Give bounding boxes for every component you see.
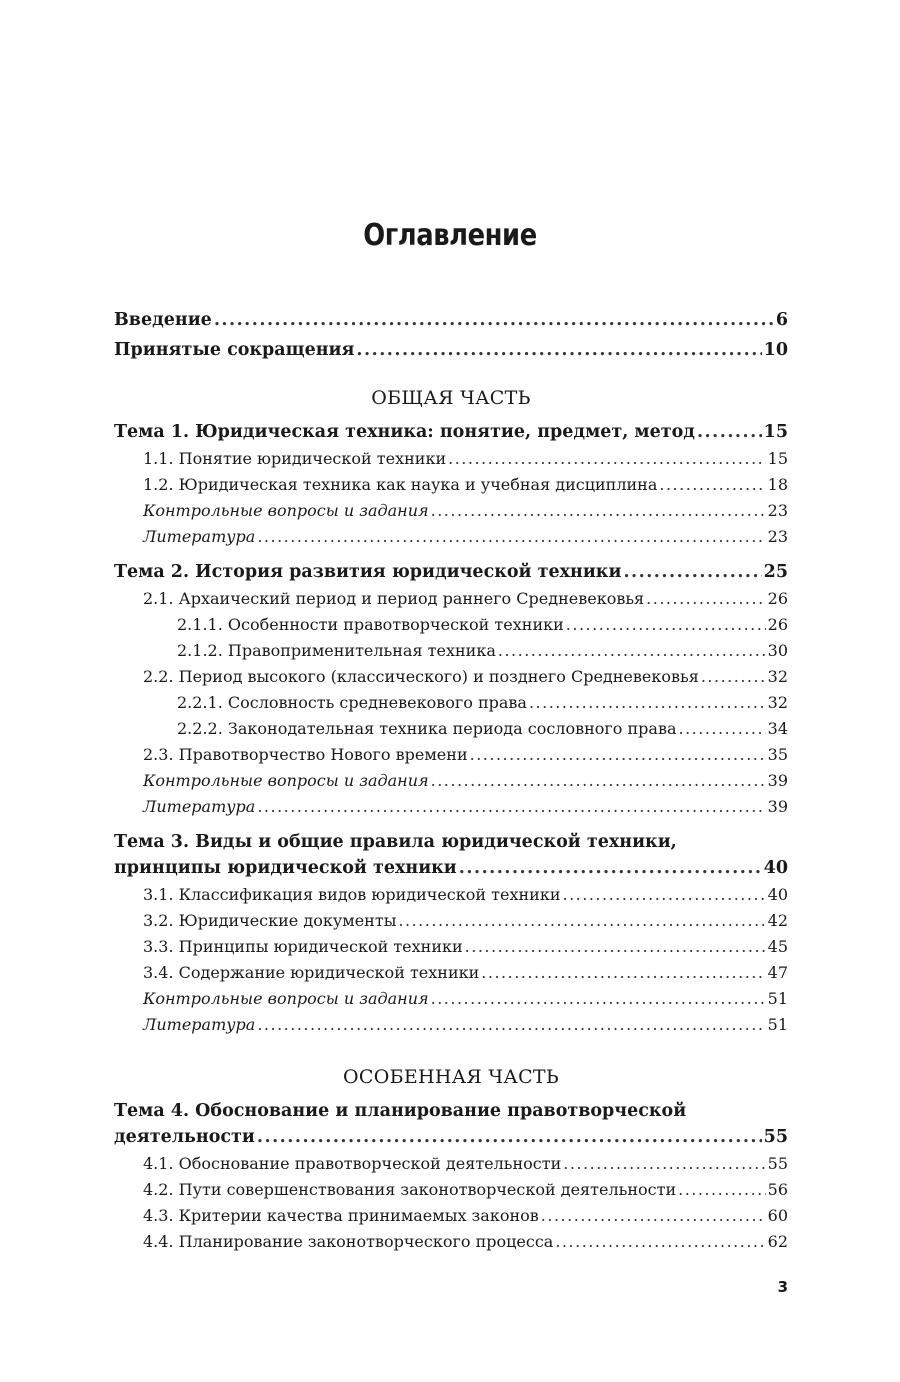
toc-subentry-page: 39 — [767, 771, 788, 790]
toc-subentry-literature[interactable] — [114, 1012, 788, 1038]
toc-subentry-page: 56 — [767, 1180, 788, 1199]
toc-subentry[interactable] — [114, 586, 788, 612]
toc-subentry[interactable] — [114, 472, 788, 498]
dot-leader — [481, 960, 765, 986]
toc-subentry-label: 3.3. Принципы юридической техники — [143, 937, 463, 956]
toc-subentry-label: Контрольные вопросы и задания — [143, 989, 429, 1008]
toc-subentry-questions[interactable] — [114, 986, 788, 1012]
toc-subentry-label: 1.1. Понятие юридической техники — [143, 449, 447, 468]
toc-topic-title: Тема 1. Юридическая техника: понятие, предмет, метод — [114, 422, 695, 442]
toc-subentry-label: 4.3. Критерии качества принимаемых законов — [143, 1206, 539, 1225]
toc-subentry-page: 26 — [767, 589, 788, 608]
dot-leader — [498, 638, 766, 664]
toc-subentry-page: 51 — [767, 989, 788, 1008]
toc-subentry-page: 15 — [767, 449, 788, 468]
dot-leader — [465, 934, 766, 960]
dot-leader — [562, 882, 765, 908]
toc-subsubentry[interactable] — [114, 612, 788, 638]
toc-topic-title: Тема 2. История развития юридической техники — [114, 562, 622, 582]
toc-subentry-page: 45 — [767, 937, 788, 956]
toc-subentry[interactable] — [114, 934, 788, 960]
toc-topic-page: 55 — [763, 1127, 788, 1147]
toc-subentry-page: 18 — [767, 475, 788, 494]
toc-topic-page: 15 — [763, 422, 788, 442]
toc-subentry-page: 51 — [767, 1015, 788, 1034]
dot-leader — [529, 690, 766, 716]
page-title: Оглавление — [363, 218, 537, 253]
dot-leader — [555, 1229, 765, 1255]
dot-leader — [678, 716, 765, 742]
toc-subentry-page: 62 — [767, 1232, 788, 1251]
dot-leader — [257, 1012, 765, 1038]
dot-leader — [623, 559, 761, 586]
dot-leader — [659, 472, 765, 498]
toc-subentry-label: Контрольные вопросы и задания — [143, 501, 429, 520]
toc-subentry-page: 39 — [767, 797, 788, 816]
toc-subentry[interactable] — [114, 664, 788, 690]
toc-subentry-page: 40 — [767, 885, 788, 904]
toc-topic-title: принципы юридической техники — [114, 858, 457, 878]
dot-leader — [541, 1203, 766, 1229]
toc-subentry-page: 32 — [767, 693, 788, 712]
dot-leader — [431, 498, 766, 524]
toc-entry-page: 6 — [775, 310, 788, 330]
toc-subentry-label: 4.1. Обоснование правотворческой деятельности — [143, 1154, 562, 1173]
toc-topic-3-title-line1[interactable]: Тема 3. Виды и общие правила юридической техники, — [114, 832, 677, 852]
toc-subentry-page: 23 — [767, 527, 788, 546]
dot-leader — [563, 1151, 765, 1177]
toc-subentry-label: 2.2.1. Сословность средневекового права — [177, 693, 527, 712]
dot-leader — [214, 305, 774, 335]
dot-leader — [646, 586, 766, 612]
toc-subentry-label: 3.1. Классификация видов юридической техники — [143, 885, 561, 904]
toc-subentry-page: 47 — [767, 963, 788, 982]
toc-subentry-label: 3.4. Содержание юридической техники — [143, 963, 480, 982]
toc-entry-label: Введение — [114, 310, 212, 330]
dot-leader — [448, 446, 766, 472]
dot-leader — [470, 742, 766, 768]
toc-subentry[interactable] — [114, 1203, 788, 1229]
dot-leader — [257, 794, 765, 820]
toc-subentry[interactable] — [114, 1151, 788, 1177]
toc-subentry-label: 1.2. Юридическая техника как наука и учебная дисциплина — [143, 475, 658, 494]
toc-subentry[interactable] — [114, 1177, 788, 1203]
toc-subentry[interactable] — [114, 908, 788, 934]
toc-topic-title: деятельности — [114, 1127, 255, 1147]
toc-topic-2[interactable] — [114, 559, 788, 586]
toc-subentry-page: 26 — [767, 615, 788, 634]
toc-subentry-label: 2.1.1. Особенности правотворческой техники — [177, 615, 564, 634]
toc-subentry-page: 35 — [767, 745, 788, 764]
toc-subentry-label: 2.1. Архаический период и период раннего Средневековья — [143, 589, 645, 608]
toc-topic-4-title-line1[interactable]: Тема 4. Обоснование и планирование правотворческой — [114, 1101, 687, 1121]
dot-leader — [257, 524, 765, 550]
toc-subentry-label: Литература — [143, 797, 256, 816]
toc-subentry-label: 2.3. Правотворчество Нового времени — [143, 745, 468, 764]
dot-leader — [398, 908, 765, 934]
toc-subentry-label: 3.2. Юридические документы — [143, 911, 397, 930]
toc-subentry-label: 4.2. Пути совершенствования законотворческой деятельности — [143, 1180, 677, 1199]
dot-leader — [431, 768, 766, 794]
toc-subentry-questions[interactable] — [114, 498, 788, 524]
section-heading-general: ОБЩАЯ ЧАСТЬ — [371, 387, 531, 409]
toc-subentry[interactable] — [114, 882, 788, 908]
toc-subsubentry[interactable] — [114, 716, 788, 742]
toc-topic-4[interactable] — [114, 1124, 788, 1151]
toc-subentry-page: 23 — [767, 501, 788, 520]
table-of-contents — [114, 305, 788, 1255]
dot-leader — [257, 1124, 762, 1151]
toc-entry-label: Принятые сокращения — [114, 340, 355, 360]
toc-subentry[interactable] — [114, 742, 788, 768]
toc-entry-introduction[interactable] — [114, 305, 788, 335]
toc-subentry-page: 42 — [767, 911, 788, 930]
toc-subsubentry[interactable] — [114, 638, 788, 664]
toc-subentry-page: 34 — [767, 719, 788, 738]
toc-topic-3[interactable] — [114, 855, 788, 882]
toc-subentry-label: 2.2.2. Законодательная техника периода сословного права — [177, 719, 677, 738]
toc-topic-1[interactable] — [114, 419, 788, 446]
dot-leader — [697, 419, 762, 446]
page-number: 3 — [777, 1278, 788, 1296]
toc-subentry-page: 30 — [767, 641, 788, 660]
toc-subentry-label: 4.4. Планирование законотворческого процесса — [143, 1232, 554, 1251]
toc-topic-page: 40 — [763, 858, 788, 878]
toc-subentry[interactable] — [114, 1229, 788, 1255]
toc-subentry-questions[interactable] — [114, 768, 788, 794]
toc-subentry-label: Литература — [143, 1015, 256, 1034]
dot-leader — [678, 1177, 766, 1203]
dot-leader — [566, 612, 766, 638]
toc-subentry-literature[interactable] — [114, 524, 788, 550]
dot-leader — [701, 664, 766, 690]
toc-subentry-page: 32 — [767, 667, 788, 686]
toc-subentry[interactable] — [114, 960, 788, 986]
toc-entry-page: 10 — [763, 340, 788, 360]
dot-leader — [356, 335, 761, 365]
toc-entry-abbreviations[interactable] — [114, 335, 788, 365]
toc-subsubentry[interactable] — [114, 690, 788, 716]
toc-subentry-label: 2.2. Период высокого (классического) и позднего Средневековья — [143, 667, 699, 686]
toc-subentry-label: Контрольные вопросы и задания — [143, 771, 429, 790]
toc-subentry-page: 60 — [767, 1206, 788, 1225]
toc-subentry[interactable] — [114, 446, 788, 472]
toc-topic-page: 25 — [763, 562, 788, 582]
toc-subentry-literature[interactable] — [114, 794, 788, 820]
dot-leader — [459, 855, 762, 882]
toc-subentry-label: Литература — [143, 527, 256, 546]
toc-subentry-page: 55 — [767, 1154, 788, 1173]
dot-leader — [431, 986, 766, 1012]
toc-subentry-label: 2.1.2. Правоприменительная техника — [177, 641, 496, 660]
section-heading-special: ОСОБЕННАЯ ЧАСТЬ — [342, 1066, 560, 1088]
